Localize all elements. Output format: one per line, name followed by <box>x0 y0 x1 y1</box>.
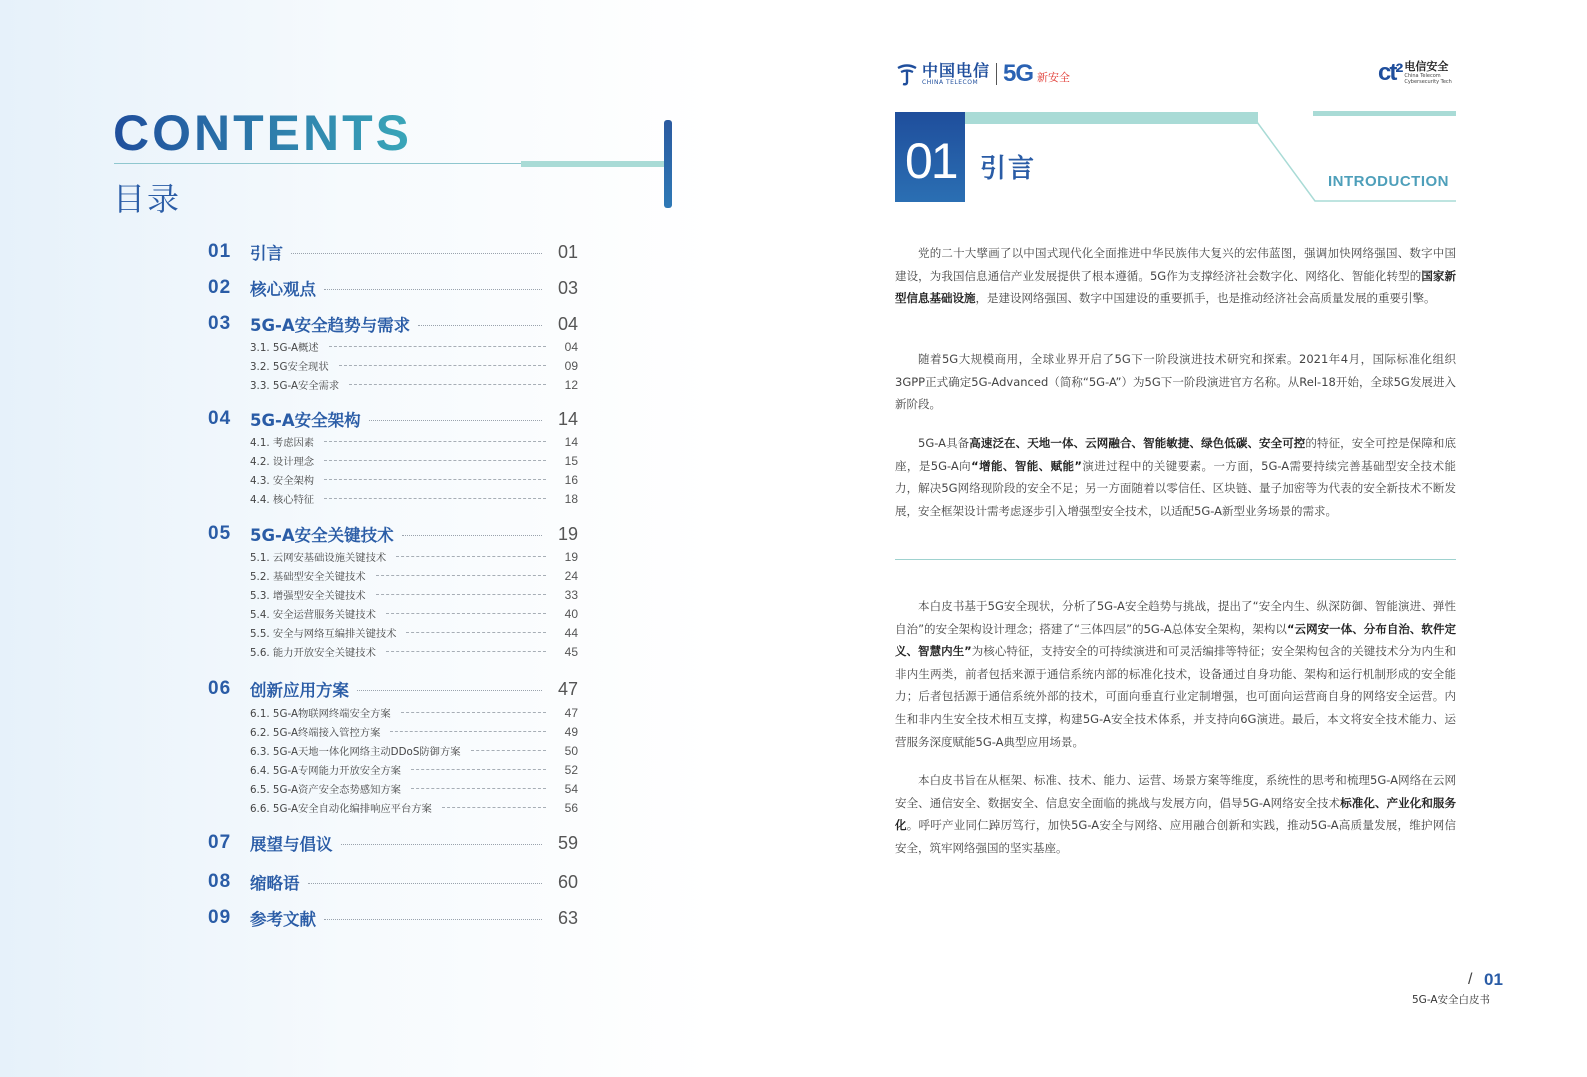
toc-sub-page: 49 <box>564 724 578 739</box>
toc-entry[interactable] <box>208 831 578 855</box>
toc-sub-leader <box>471 750 546 751</box>
logo-separator <box>996 63 997 85</box>
toc-entry[interactable] <box>208 677 578 701</box>
toc-leader-dots <box>402 535 542 536</box>
bold-text: 标准化、产业化和服务化 <box>895 795 1457 833</box>
toc-number: 02 <box>208 277 232 298</box>
toc-entry[interactable] <box>208 276 578 300</box>
toc-leader-dots <box>324 289 542 290</box>
text-run: 本白皮书基于5G安全现状，分析了5G-A安全趋势与挑战，提出了“安全内生、纵深防御、智能演进、弹性自治”的安全架构设计理念；搭建了“三体四层”的5G-A总体安全架构，架构以 <box>895 599 1456 636</box>
toc-page-number: 63 <box>557 907 578 928</box>
toc-sub-leader <box>390 731 546 732</box>
toc-sub-page: 54 <box>564 781 578 796</box>
telecom-security-cn: 电信安全 <box>1404 60 1449 73</box>
china-telecom-logo <box>895 60 1070 88</box>
toc-sub-leader <box>324 479 546 480</box>
china-telecom-en: CHINA TELECOM <box>922 78 979 86</box>
toc-sub-label: 4.3. 安全架构 <box>250 475 315 487</box>
toc-subentry[interactable] <box>250 568 578 583</box>
header-accent-bar <box>965 112 1258 124</box>
toc-subentry[interactable] <box>250 549 578 564</box>
toc-leader-dots <box>341 844 543 845</box>
heading-accent-bar <box>521 161 665 167</box>
toc-subentry[interactable] <box>250 377 578 392</box>
toc-sub-label: 6.6. 5G-A安全自动化编排响应平台方案 <box>250 803 432 815</box>
toc-sub-label: 3.2. 5G安全现状 <box>250 361 329 373</box>
toc-sub-label: 5.6. 能力开放安全关键技术 <box>250 647 376 659</box>
toc-page-number: 01 <box>557 241 578 262</box>
toc-sub-label: 5.5. 安全与网络互编排关键技术 <box>250 628 397 640</box>
text-run: ，是建设网络强国、数字中国建设的重要抓手，也是推动经济社会高质量发展的重要引擎。 <box>975 291 1436 306</box>
toc-sub-leader <box>324 460 546 461</box>
toc-sub-label: 6.5. 5G-A资产安全态势感知方案 <box>250 784 401 796</box>
toc-sub-page: 18 <box>564 491 578 506</box>
toc-leader-dots <box>418 325 542 326</box>
toc-sub-page: 19 <box>564 549 578 564</box>
toc-subentry[interactable] <box>250 705 578 720</box>
toc-sub-leader <box>411 788 546 789</box>
toc-label: 创新应用方案 <box>250 681 349 700</box>
toc-sub-page: 16 <box>564 472 578 487</box>
toc-sub-label: 6.2. 5G-A终端接入管控方案 <box>250 727 381 739</box>
toc-label: 5G-A安全关键技术 <box>250 526 394 545</box>
text-run: 党的二十大擘画了以中国式现代化全面推进中华民族伟大复兴的宏伟蓝图，强调加快网络强国、数字中国建设，为我国信息通信产业发展提供了根本遵循。5G作为支撑经济社会数字化、网络化、智能化转型的 <box>895 246 1456 283</box>
toc-sub-page: 52 <box>564 762 578 777</box>
toc-sub-leader <box>411 769 546 770</box>
toc-leader-dots <box>369 420 542 421</box>
toc-subentry[interactable] <box>250 339 578 354</box>
paragraph <box>895 769 1456 859</box>
toc-subentry[interactable] <box>250 644 578 659</box>
toc-entry[interactable] <box>208 522 578 546</box>
toc-sub-leader <box>406 632 546 633</box>
toc-sub-page: 15 <box>564 453 578 468</box>
toc-subentry[interactable] <box>250 472 578 487</box>
toc-sub-leader <box>386 613 546 614</box>
toc-sub-label: 4.4. 核心特征 <box>250 494 315 506</box>
telecom-security-en2: Cybersecurity Tech <box>1404 79 1452 85</box>
toc-subentry[interactable] <box>250 358 578 373</box>
toc-leader-dots <box>308 883 543 884</box>
text-run: 为核心特征，支持安全的可持续演进和可灵活编排等特征；安全架构包含的关键技术分为内生和非内生两类，前者包括来源于通信系统内部的标准化技术，设备通过自身功能、架构和运行机制形成的安全能力；后者包括源于通信系统外部的技术，可面向垂直行业定制增强，也可面向运营商自身的网络安全运营。内生和非内生安全技术相互支撑，构建5G-A安全技术体系，并支持向6G演进。最后，本文将安全技术能力、运营服务深度赋能5G-A典型应用场景。 <box>895 644 1457 749</box>
toc-label: 参考文献 <box>250 910 316 929</box>
toc-sub-page: 24 <box>564 568 578 583</box>
toc-number: 03 <box>208 313 232 334</box>
page-slash: / <box>1468 971 1473 988</box>
toc-sub-leader <box>324 441 546 442</box>
bold-text: 高速泛在、天地一体、云网融合、智能敏捷、绿色低碳、安全可控 <box>969 436 1306 450</box>
toc-sub-label: 5.3. 增强型安全关键技术 <box>250 590 366 602</box>
toc-entry[interactable] <box>208 870 578 894</box>
logo-new-security: 新安全 <box>1037 71 1071 84</box>
toc-entry[interactable] <box>208 906 578 930</box>
toc-subentry[interactable] <box>250 724 578 739</box>
china-telecom-icon <box>895 62 919 86</box>
telecom-security-logo <box>1378 59 1452 87</box>
toc-sub-page: 44 <box>564 625 578 640</box>
toc-number: 08 <box>208 871 232 892</box>
toc-label: 核心观点 <box>250 280 316 299</box>
toc-sub-page: 56 <box>564 800 578 815</box>
toc-sub-page: 09 <box>564 358 578 373</box>
toc-subentry[interactable] <box>250 762 578 777</box>
toc-subentry[interactable] <box>250 800 578 815</box>
toc-label: 5G-A安全趋势与需求 <box>250 316 411 335</box>
text-run: 。呼吁产业同仁踔厉笃行，加快5G-A安全与网络、应用融合创新和实践，推动5G-A高质量发展，维护网信安全，筑牢网络强国的坚实基座。 <box>895 818 1457 855</box>
text-run: 的特征，安全可控是保障和底座，是5G-A向 <box>895 436 1456 473</box>
toc-subentry[interactable] <box>250 625 578 640</box>
section-number: 01 <box>905 133 957 189</box>
section-title-en: INTRODUCTION <box>1328 173 1449 190</box>
toc-sub-leader <box>329 346 546 347</box>
toc-sub-label: 4.1. 考虑因素 <box>250 437 315 449</box>
toc-entry[interactable] <box>208 240 578 264</box>
toc-page-number: 04 <box>557 313 578 334</box>
toc-page-number: 47 <box>557 678 578 699</box>
contents-heading: CONTENTS <box>113 105 412 161</box>
text-run: 本白皮书旨在从框架、标准、技术、能力、运营、场景方案等维度，系统性的思考和梳理5G-A网络在云网安全、通信安全、数据安全、信息安全面临的挑战与发展方向，倡导5G-A网络安全技术 <box>895 773 1456 810</box>
toc-sub-leader <box>349 384 546 385</box>
contents-heading-cn: 目录 <box>113 180 182 218</box>
paragraph <box>895 348 1456 416</box>
toc-page-number: 14 <box>557 408 578 429</box>
section-number-box <box>895 112 965 202</box>
toc-sub-page: 50 <box>564 743 578 758</box>
toc-entry[interactable] <box>208 312 578 336</box>
toc-sub-label: 3.1. 5G-A概述 <box>250 342 319 354</box>
header-diagonal-line <box>1255 112 1460 207</box>
toc-number: 01 <box>208 241 232 262</box>
text-run: 演进过程中的关键要素。一方面，5G-A需要持续完善基础型安全技术能力，解决5G网络现阶段的安全不足；另一方面随着以零信任、区块链、量子加密等为代表的安全新技术不断发展，安全框架设计需考虑逐步引入增强型安全技术，以适配5G-A新型业务场景的需求。 <box>895 458 1456 518</box>
page-number: 01 <box>1484 970 1503 989</box>
ct2-mark: ct² <box>1378 59 1402 86</box>
logo-5g-text: 5G <box>1003 60 1034 87</box>
text-run: 随着5G大规模商用，全球业界开启了5G下一阶段演进技术研究和探索。2021年4月，国际标准化组织3GPP正式确定5G-Advanced（简称“5G-A”）为5G下一阶段演进官方名称。从Rel-18开始，全球5G发展进入新阶段。 <box>895 352 1456 412</box>
toc-sub-leader <box>396 556 546 557</box>
toc-subentry[interactable] <box>250 491 578 506</box>
toc-leader-dots <box>291 253 542 254</box>
toc-sub-label: 6.4. 5G-A专网能力开放安全方案 <box>250 765 401 777</box>
heading-underline <box>114 163 524 164</box>
toc-sub-leader <box>376 594 546 595</box>
section-divider <box>895 559 1456 560</box>
toc-subentry[interactable] <box>250 606 578 621</box>
toc-sub-leader <box>339 365 546 366</box>
toc-sub-page: 40 <box>564 606 578 621</box>
toc-label: 缩略语 <box>250 874 300 893</box>
toc-sub-leader <box>376 575 546 576</box>
toc-sub-leader <box>386 651 546 652</box>
logo-5g <box>1003 60 1033 88</box>
toc-number: 09 <box>208 907 232 928</box>
toc-sub-page: 14 <box>564 434 578 449</box>
toc-label: 5G-A安全架构 <box>250 411 361 430</box>
bold-text: 国家新型信息基础设施 <box>895 268 1456 306</box>
toc-sub-page: 47 <box>564 705 578 720</box>
toc-number: 06 <box>208 678 232 699</box>
toc-sub-label: 5.1. 云网安基础设施关键技术 <box>250 552 387 564</box>
toc-leader-dots <box>324 919 542 920</box>
toc-page-number: 60 <box>557 871 578 892</box>
toc-subentry[interactable] <box>250 743 578 758</box>
toc-subentry[interactable] <box>250 781 578 796</box>
toc-entry[interactable] <box>208 407 578 431</box>
header-accent-bar-right <box>1313 111 1456 116</box>
toc-number: 04 <box>208 408 232 429</box>
toc-sub-page: 45 <box>564 644 578 659</box>
toc-label: 引言 <box>250 244 283 263</box>
toc-page-number: 59 <box>557 832 578 853</box>
toc-sub-label: 6.1. 5G-A物联网终端安全方案 <box>250 708 391 720</box>
toc-subentry[interactable] <box>250 434 578 449</box>
toc-page-number: 03 <box>557 277 578 298</box>
toc-sub-leader <box>442 807 546 808</box>
section-title: 引言 <box>980 154 1037 184</box>
paragraph <box>895 242 1456 310</box>
telecom-security-en1: China Telecom <box>1404 73 1441 79</box>
toc-sub-leader <box>401 712 546 713</box>
footer-title: 5G-A安全白皮书 <box>1412 994 1491 1006</box>
heading-vertical-bar <box>664 120 672 208</box>
toc-number: 07 <box>208 832 232 853</box>
paragraph <box>895 595 1456 753</box>
toc-page-number: 19 <box>557 523 578 544</box>
toc-sub-label: 5.4. 安全运营服务关键技术 <box>250 609 376 621</box>
toc-sub-label: 3.3. 5G-A安全需求 <box>250 380 340 392</box>
toc-sub-page: 04 <box>564 339 578 354</box>
toc-sub-page: 12 <box>564 377 578 392</box>
toc-sub-label: 5.2. 基础型安全关键技术 <box>250 571 366 583</box>
toc-sub-label: 6.3. 5G-A天地一体化网络主动DDoS防御方案 <box>250 746 461 758</box>
toc-leader-dots <box>357 690 542 691</box>
toc-sub-leader <box>324 498 546 499</box>
paragraph <box>895 432 1456 522</box>
toc-subentry[interactable] <box>250 453 578 468</box>
toc-label: 展望与倡议 <box>250 835 333 854</box>
toc-sub-label: 4.2. 设计理念 <box>250 456 315 468</box>
toc-number: 05 <box>208 523 232 544</box>
bold-text: “增能、智能、赋能” <box>971 458 1082 473</box>
toc-subentry[interactable] <box>250 587 578 602</box>
china-telecom-cn: 中国电信 <box>922 60 991 80</box>
text-run: 5G-A具备 <box>918 436 970 450</box>
toc-sub-page: 33 <box>564 587 578 602</box>
bold-text: “云网安一体、分布自治、软件定义、智慧内生” <box>895 621 1456 659</box>
